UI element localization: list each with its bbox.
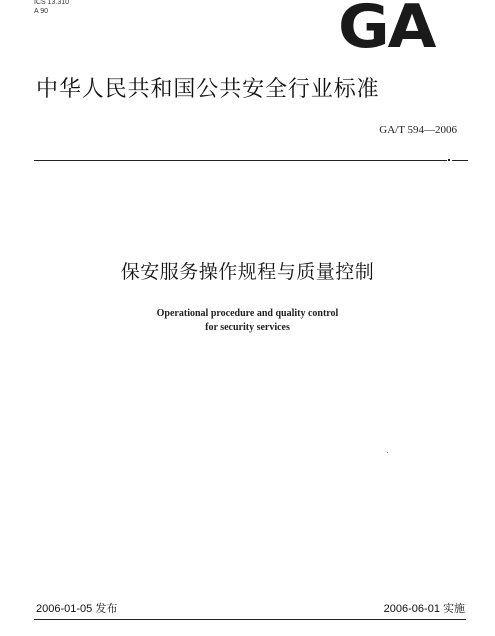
ga-logo: GA: [338, 0, 435, 62]
document-title-english: [0, 307, 495, 335]
standard-number: GA/T 594—2006: [379, 124, 457, 136]
document-title-english-line-1: Operational procedure and quality control: [156, 308, 339, 319]
header-divider-gap-mark: [448, 159, 450, 161]
implementation-date: 2006-06-01 实施: [383, 603, 465, 615]
scan-speck: [387, 452, 388, 453]
footer-divider: [34, 619, 466, 620]
document-title-english-line-2: for security services: [205, 322, 290, 333]
standard-category-title: 中华人民共和国公共安全行业标准: [36, 77, 380, 102]
ics-code: ICS 13.310: [34, 0, 70, 6]
release-date: 2006-01-05 发布: [36, 603, 118, 615]
document-title-chinese: 保安服务操作规程与质量控制: [120, 261, 375, 283]
header-divider-tail: [452, 160, 468, 161]
header-divider: [34, 160, 447, 161]
ccs-code: A 90: [34, 8, 49, 15]
classification-codes: [34, 0, 69, 16]
